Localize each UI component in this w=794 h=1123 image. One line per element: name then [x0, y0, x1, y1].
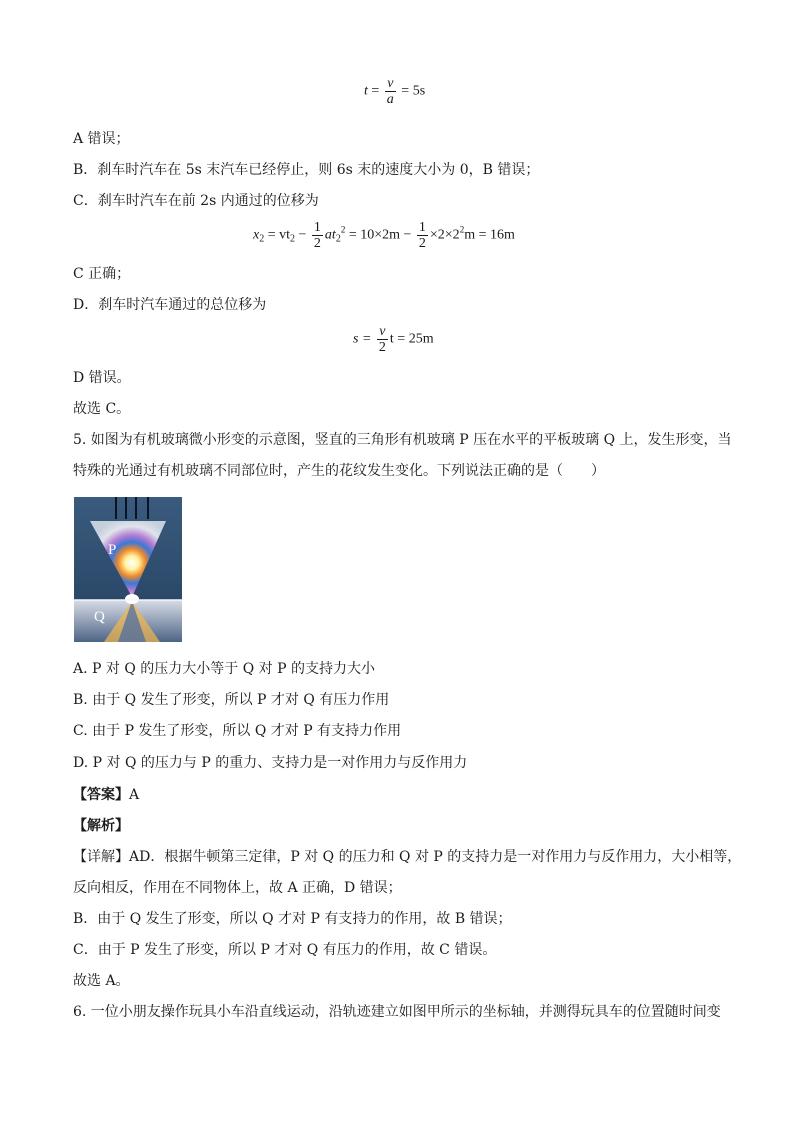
q5-answer — [73, 785, 139, 805]
eq-t-num: v — [385, 76, 396, 92]
eq-x2-half-2 — [417, 220, 428, 251]
eq-x2-part5: m = 16m — [464, 227, 515, 243]
q6-stem-line1: 6. 一位小朋友操作玩具小车沿直线运动，沿轨迹建立如图甲所示的坐标轴，并测得玩具车的位置随时间变 — [73, 1004, 721, 1020]
eq-t-lhs: t — [364, 83, 368, 99]
eq-t-equals: = — [371, 83, 380, 99]
eq-x2-part3: = 10×2m − — [348, 227, 412, 243]
q5-stem-line1: 5. 如图为有机玻璃微小形变的示意图，竖直的三角形有机玻璃 P 压在水平的平板玻璃 Q 上，发生形变，当 — [73, 432, 732, 448]
eq-x2-minus: − — [298, 227, 307, 243]
eq-s-lhs: s = — [353, 331, 372, 347]
q5-stem-line2: 特殊的光通过有机玻璃不同部位时，产生的花纹发生变化。下列说法正确的是（ ） — [73, 463, 605, 479]
eq-x2-part4-sup: 2 — [459, 224, 465, 235]
eq-t-fraction — [385, 76, 396, 107]
eq-x2-part1-sub: 2 — [290, 233, 296, 245]
eq-x2-half2-den: 2 — [418, 236, 426, 251]
eq-t-rhs: = 5s — [401, 83, 426, 99]
q4-c-right: C 正确； — [73, 266, 131, 282]
q4-d-text: D．刹车时汽车通过的总位移为 — [73, 297, 267, 313]
eq-x2-half-num: 1 — [313, 220, 321, 235]
eq-s-num: v — [377, 324, 388, 340]
eq-t-den: a — [386, 92, 394, 107]
eq-s-rhs: t = 25m — [389, 331, 434, 347]
q5-detail-line2: 反向相反，作用在不同物体上，故 A 正确，D 错误； — [73, 880, 402, 896]
figure-label-p: P — [108, 542, 117, 558]
eq-x2-half-1 — [312, 220, 323, 251]
q5-detail-c: C．由于 P 发生了形变，所以 P 才对 Q 有压力的作用，故 C 错误。 — [73, 942, 497, 958]
q4-choose: 故选 C。 — [73, 401, 131, 417]
equation-t — [364, 76, 425, 107]
detail-text-1: AD．根据牛顿第三定律，P 对 Q 的压力和 Q 对 P 的支持力是一对作用力与反作用力，大小相等， — [129, 849, 742, 865]
eq-x2-lhs-sub: 2 — [259, 233, 265, 245]
q5-option-a: A. P 对 Q 的压力大小等于 Q 对 P 的支持力大小 — [73, 661, 375, 677]
eq-x2-part4: ×2×2 — [429, 227, 460, 243]
answer-value: A — [129, 787, 140, 803]
photoelastic-figure — [74, 497, 182, 642]
equation-x2 — [253, 220, 515, 251]
q4-a-wrong: A 错误； — [73, 131, 130, 147]
q5-detail-line1 — [73, 847, 741, 867]
q5-option-b: B. 由于 Q 发生了形变，所以 P 才对 Q 有压力作用 — [73, 692, 390, 708]
q5-detail-b: B．由于 Q 发生了形变，所以 Q 才对 P 有支持力的作用，故 B 错误； — [73, 911, 512, 927]
eq-x2-part1: = vt — [267, 227, 291, 243]
detail-tag: 【详解】 — [73, 849, 129, 865]
q5-option-c: C. 由于 P 发生了形变，所以 Q 才对 P 有支持力作用 — [73, 723, 402, 739]
figure-label-q: Q — [94, 609, 105, 625]
eq-x2-part2-sub: 2 — [335, 233, 341, 245]
q5-option-d: D. P 对 Q 的压力与 P 的重力、支持力是一对作用力与反作用力 — [73, 755, 468, 771]
analysis-tag: 【解析】 — [73, 818, 129, 834]
eq-s-den: 2 — [378, 340, 386, 355]
eq-s-fraction — [377, 324, 388, 355]
eq-x2-part2: at — [324, 227, 336, 243]
q4-d-wrong: D 错误。 — [73, 370, 131, 386]
q5-choose: 故选 A。 — [73, 973, 130, 989]
equation-s — [353, 324, 434, 355]
q4-b-text: B．刹车时汽车在 5s 末汽车已经停止，则 6s 末的速度大小为 0，B 错误； — [73, 162, 540, 178]
eq-x2-half-den: 2 — [313, 236, 321, 251]
q4-c-text: C．刹车时汽车在前 2s 内通过的位移为 — [73, 193, 319, 209]
answer-tag: 【答案】 — [73, 787, 129, 803]
eq-x2-lhs: x — [253, 227, 260, 243]
eq-x2-part2-sup: 2 — [340, 224, 346, 235]
eq-x2-half2-num: 1 — [418, 220, 426, 235]
